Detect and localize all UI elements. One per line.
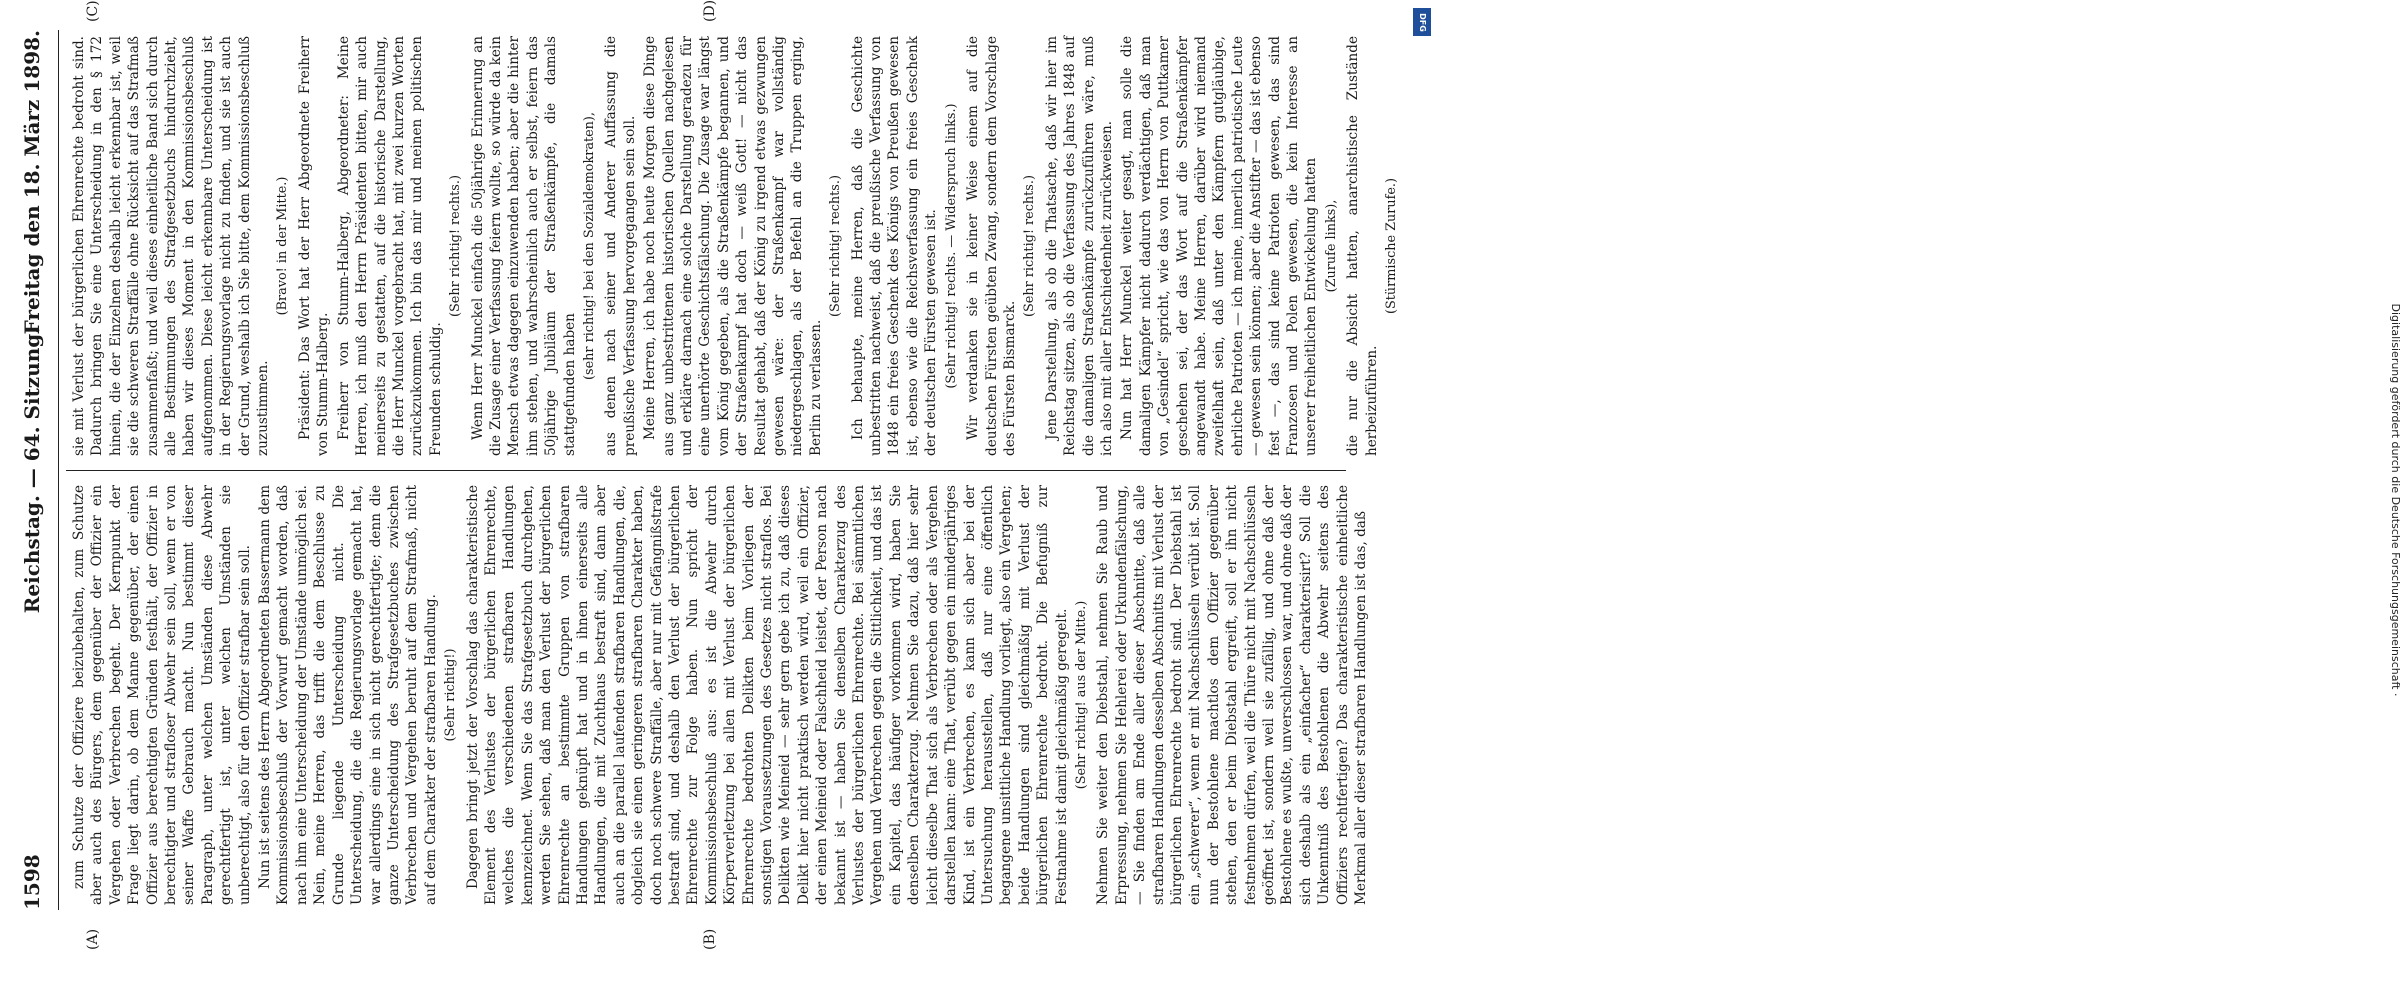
margin-mark-d: (D): [702, 0, 718, 22]
interjection: (Sehr richtig! aus der Mitte.): [1073, 600, 1089, 790]
margin-mark-b: (B): [702, 928, 718, 950]
running-head: [20, 30, 60, 910]
paragraph: sie mit Verlust der bürgerlichen Ehrenrechte bedroht sind. Dadurch bringen Sie eine Unterscheidung in den § 172 hinein, die der Einzelnen deshalb leicht erkennbar ist, weil sie die schweren Straffälle ohne Rücksicht auf das Strafmaß zusammenfaßt; und weil dieses einheitliche Band sich durch alle Bestimmungen des Strafgesetzbuchs hindurchzieht, haben wir dieses Moment in den Kommissionsbeschluß aufgenommen. Diese leicht erkennbare Unterscheidung ist in der Regierungsvorlage nicht zu finden, und sie ist auch der Grund, weshalb ich Sie bitte, dem Kommissionsbeschluß zuzustimmen.: [71, 36, 272, 456]
session-date: Freitag den 18. März 1898.: [20, 30, 44, 335]
paragraph: aus denen nach seiner und Anderer Auffassung die preußische Verfassung hervorgegangen sein soll.: [603, 36, 638, 456]
dfg-logo: [1413, 8, 1431, 36]
dfg-logo-text: DFG: [1417, 12, 1427, 32]
digitization-strip: [1408, 0, 2402, 1000]
paragraph: Nun hat Herr Munckel weiter gesagt, man solle die damaligen Kämpfer nicht dadurch verdächtigen, daß man von „Gesindel“ spricht, wie das von Herrn von Puttkamer geschehen sei, der das Wort auf die Straßenkämpfer angewandt habe. Meine Herren, darüber wird niemand zweifelhaft sein, daß unter den Kämpfern gutgläubige, ehrliche Patrioten — ich meine, innerlich patriotische Leute — gewesen sein können; aber die Anstifter — das ist ebenso fest —, das sind keine Patrioten gewesen, das sind Franzosen und Polen gewesen, die kein Interesse an unserer freiheitlichen Entwickelung hatten: [1119, 36, 1320, 456]
interjection: (Sehr richtig! rechts. — Widerspruch links.): [943, 103, 959, 389]
paragraph: die nur die Absicht hatten, anarchistische Zustände herbeizuführen.: [1345, 36, 1380, 456]
paragraph: Meine Herren, ich habe noch heute Morgen diese Dinge aus ganz unbestrittenen historischen Quellen nachgelesen und erkläre darnach eine solche Darstellung geradezu für eine unerhörte Geschichtsfälschung. Die Zusage war längst vom König gegeben, als die Straßenkämpfe begannen, und der Straßenkampf hat doch — weiß Gott! — nicht das Resultat gehabt, daß der König zu irgend etwas gezwungen gewesen wäre: der Straßenkampf war vollständig niedergeschlagen, als der Befehl an die Truppen erging, Berlin zu verlassen.: [642, 36, 824, 456]
paragraph: Ich behaupte, meine Herren, daß die Geschichte unbestritten nachweist, daß die preußische Verfassung von 1848 ein freies Geschenk des Königs von Preußen gewesen ist, ebenso wie die Reichsverfassung ein freies Geschenk der deutschen Fürsten gewesen ist.: [849, 36, 940, 456]
paragraph: Jene Darstellung, als ob die Thatsache, daß wir hier im Reichstag sitzen, als ob die Verfassung des Jahres 1848 auf die damaligen Straßenkämpfe zurückzuführen wäre, muß ich also mit aller Entschiedenheit zurückweisen.: [1043, 36, 1115, 456]
digitization-note: Digitalisierung gefördert durch die Deutsche Forschungsgemeinschaft ·: [2389, 303, 2402, 697]
margin-mark-c: (C): [85, 0, 101, 22]
paragraph: Wenn Herr Munckel einfach die 50jährige Erinnerung an die Zusage einer Verfassung feiern wollte, so würde da kein Mensch etwas dagegen einzuwenden haben; aber die hinter ihm stehen, und wahrscheinlich auch er selbst, feiern das 50jährige Jubiläum der Straßenkämpfe, die damals stattgefunden haben: [469, 36, 578, 456]
paragraph: zum Schutze der Offiziere beizubehalten, zum Schutze aber auch des Bürgers, dem gegenüber der Offizier ein Vergehen oder Verbrechen begeht. Der Kernpunkt der Frage liegt darin, ob dem Manne gegenüber, der einen Offizier aus berechtigten Gründen festhält, der Offizier in berechtigter und strafloser Abwehr sein soll, wenn er von seiner Waffe Gebrauch macht. Nun bestimmt dieser Paragraph, unter welchen Umständen diese Abwehr gerechtfertigt ist, unter welchen Umständen sie unberechtigt, also für den Offizier strafbar sein soll.: [71, 485, 253, 905]
paragraph: Nehmen Sie weiter den Diebstahl, nehmen Sie Raub und Erpressung, nehmen Sie Hehlerei oder Urkundenfälschung, — Sie finden am Ende aller dieser Abschnitte, daß alle strafbaren Handlungen desselben Abschnitts mit Verlust der bürgerlichen Ehrenrechte bedroht sind. Der Diebstahl ist ein „schwerer“, wenn er mit Nachschlüsseln verübt ist. Soll nun der Bestohlene machtlos dem Offizier gegenüber stehen, den er beim Diebstahl ergreift, soll er ihn nicht festnehmen dürfen, weil die Thüre nicht mit Nachschlüsseln geöffnet ist, sondern weil sie zufällig, und ohne daß der Bestohlene es wußte, unverschlossen war, und ohne daß der sich deshalb als ein „einfacher“ charakterisirt? Soll die Unkenntniß des Bestohlenen die Abwehr seitens des Offiziers rechtfertigen? Das charakteristische einheitliche Merkmal aller dieser strafbaren Handlungen ist das, daß: [1095, 485, 1370, 905]
interjection: (Stürmische Zurufe.): [1384, 178, 1400, 314]
paragraph: Dagegen bringt jetzt der Vorschlag das charakteristische Element des Verlustes der bürgerlichen Ehrenrechte, welches die verschiedenen strafbaren Handlungen kennzeichnet. Wenn Sie das Strafgesetzbuch durchgehen, werden Sie sehen, daß man den Verlust der bürgerlichen Ehrenrechte an bestimmte Gruppen von strafbaren Handlungen geknüpft hat und in ihnen einerseits alle Handlungen, die mit Zuchthaus bestraft sind, dann aber auch an die parallel laufenden strafbaren Handlungen, die, obgleich sie einen geringeren strafbaren Charakter haben, doch noch schwere Straffälle, aber nur mit Gefängnißstrafe bestraft sind, und deshalb den Verlust der bürgerlichen Ehrenrechte zur Folge haben. Nun spricht der Kommissionsbeschluß aus: es ist die Abwehr durch Körperverletzung bei allen mit Verlust der bürgerlichen Ehrenrechte bedrohten Delikten beim Vorliegen der sonstigen Voraussetzungen des Gesetzes nicht straflos. Bei Delikten wie Meineid — sehr gern gebe ich zu, daß dieses Delikt hier nicht praktisch werden wird, weil ein Offizier, der einen Meineid oder Falschheid leistet, der Person nach bekannt ist — haben Sie denselben Charakterzug des Verlustes der bürgerlichen Ehrenrechte. Bei sämmtlichen Vergehen und Verbrechen gegen die Sittlichkeit, und das ist ein Kapitel, das häufiger vorkommen wird, haben Sie denselben Charakterzug. Nehmen Sie dazu, daß hier sehr leicht dieselbe That sich als Verbrechen oder als Vergehen darstellen kann: eine That, verübt gegen ein minderjähriges Kind, ist ein Verbrechen, es kann sich aber bei der Untersuchung herausstellen, daß nur eine öffentlich begangene unsittliche Handlung vorliegt, also ein Vergehen; beide Handlungen sind gleichmäßig mit Verlust der bürgerlichen Ehrenrechte bedroht. Die Befugniß zur Festnahme ist damit gleichmäßig geregelt.: [464, 485, 1070, 905]
paragraph: Wir verdanken sie in keiner Weise einem auf die deutschen Fürsten geübten Zwang, sondern dem Vorschlage des Fürsten Bismarck.: [965, 36, 1018, 456]
interjection: (Sehr richtig!): [443, 648, 459, 742]
interjection: (Sehr richtig! rechts.): [1022, 175, 1038, 317]
interjection: (Bravo! in der Mitte.): [275, 176, 291, 316]
left-column: [70, 485, 1370, 905]
interjection: (Sehr richtig! rechts.): [448, 175, 464, 317]
session-title: Reichstag. — 64. Sitzung.: [20, 326, 44, 614]
paragraph: Nun ist seitens des Herrn Abgeordneten Bassermann dem Kommissionsbeschluß der Vorwurf gemacht worden, daß nach ihm eine Unterscheidung der Umstände unmöglich sei. Nein, meine Herren, das trifft die dem Beschlusse zu Grunde liegende Unterscheidung nicht. Die Unterscheidung, die die Regierungsvorlage gemacht hat, war allerdings eine in sich nicht gerechtfertigte; denn die ganze Unterscheidung des Strafgesetzbuches zwischen Verbrechen und Vergehen beruht auf dem Strafmaß, nicht auf dem Charakter der strafbaren Handlung.: [257, 485, 439, 905]
page-number: 1598: [20, 854, 44, 910]
paragraph: Präsident: Das Wort hat der Herr Abgeordnete Freiherr von Stumm-Halberg.: [296, 36, 332, 456]
interjection: (sehr richtig! bei den Sozialdemokraten),: [581, 112, 597, 380]
header-rule: [58, 30, 59, 910]
interjection: (Zurufe links),: [1323, 199, 1339, 293]
paragraph: Freiherr von Stumm-Halberg, Abgeordneter: Meine Herren, ich muß den Herrn Präsidenten bitten, mir auch meinerseits zu gestatten, auf die historische Darstellung, die Herr Munckel vorgebracht hat, mit zwei kurzen Worten zurückzukommen. Ich bin das mir und meinen politischen Freunden schuldig.: [335, 36, 444, 456]
margin-mark-a: (A): [85, 928, 101, 950]
interjection: (Sehr richtig! rechts.): [828, 175, 844, 317]
right-column: [70, 36, 1400, 456]
column-divider: [66, 470, 1346, 471]
